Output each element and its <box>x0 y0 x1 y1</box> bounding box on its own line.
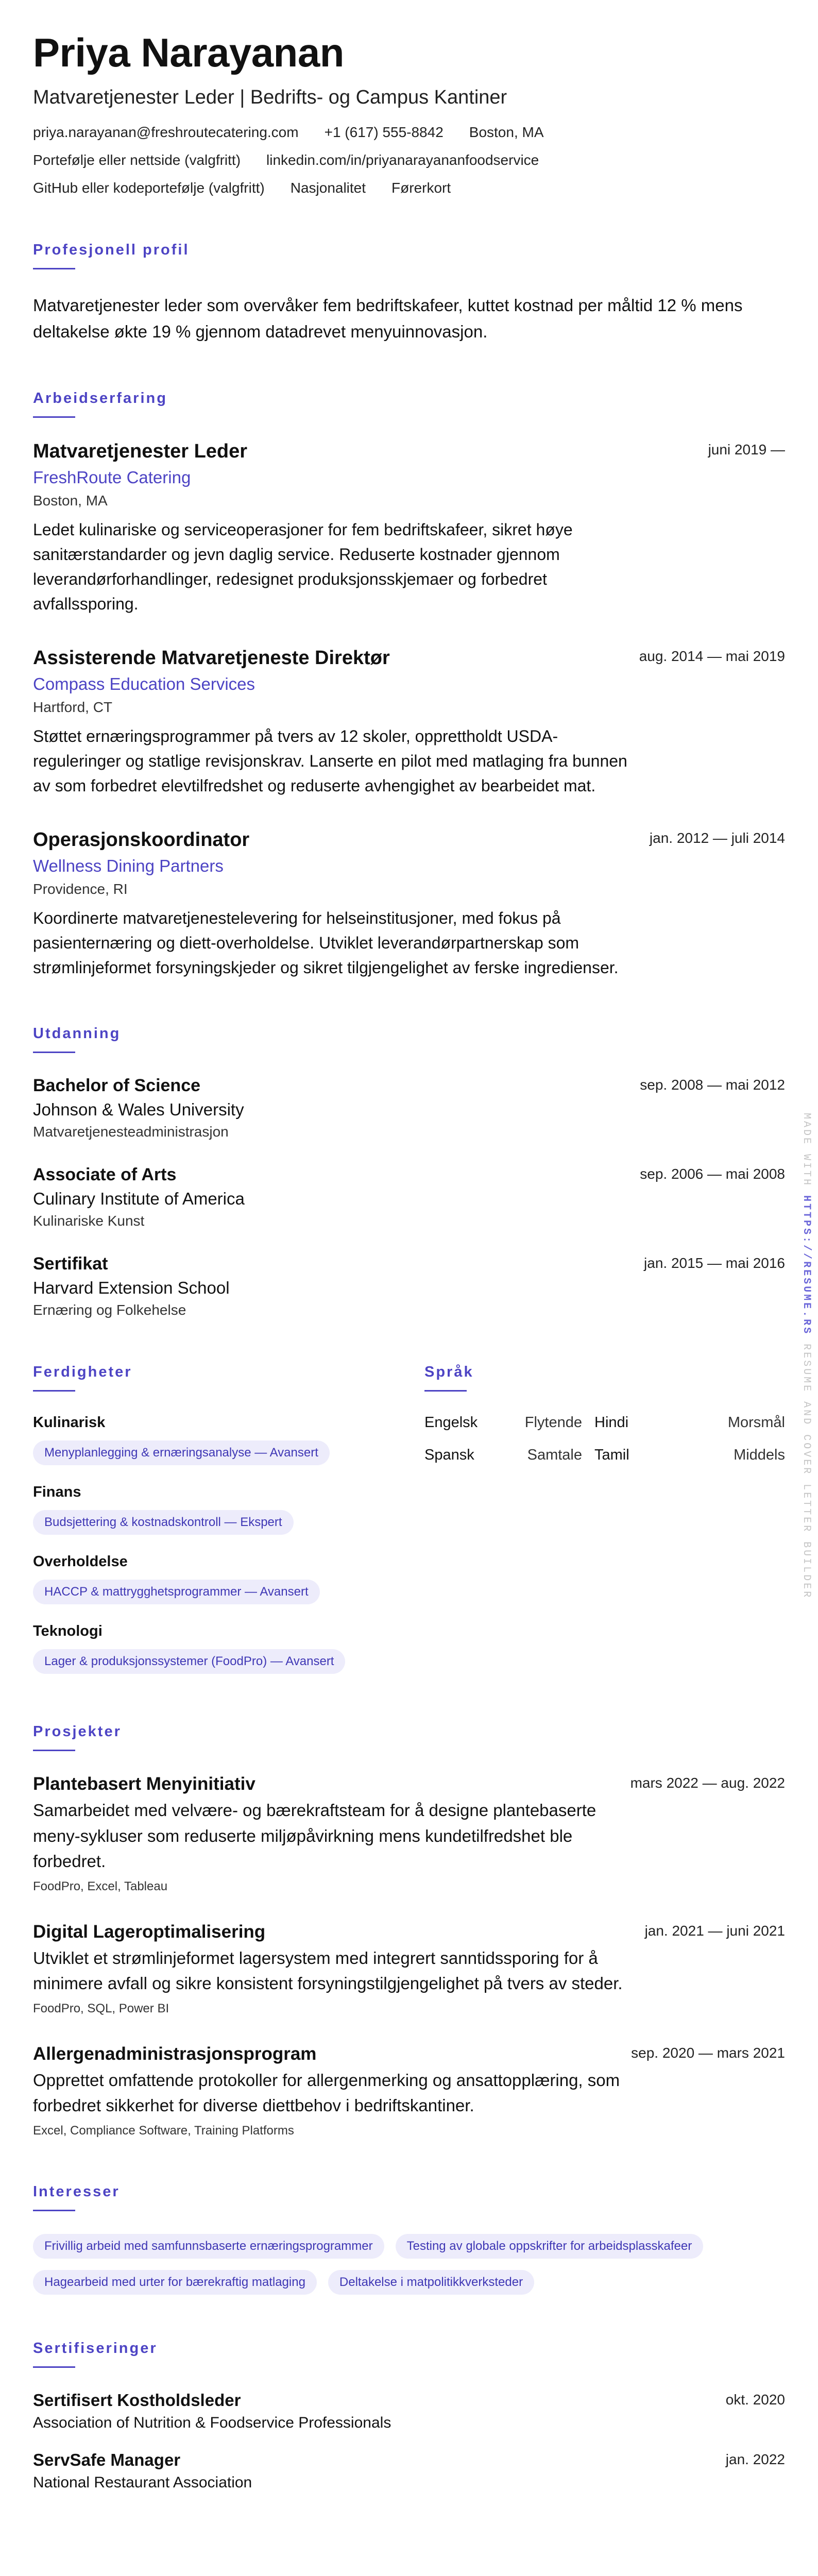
headline: Matvaretjenester Leder | Bedrifts- og Campus Kantiner <box>33 86 507 108</box>
section-divider <box>33 1052 75 1053</box>
contact-info <box>33 124 703 196</box>
language-name: Tamil <box>594 1447 629 1464</box>
project-dates: jan. 2021 — juni 2021 <box>644 1922 785 1939</box>
section-title-interests: Interesser <box>33 2183 120 2200</box>
project-description: Samarbeidet med velvære- og bærekraftsteam for å designe plantebaserte meny-sykluser som reduserte miljøpåvirkning mens kundetilfredshet ble forbedret. <box>33 1801 597 1871</box>
project-dates: sep. 2020 — mars 2021 <box>631 2044 785 2061</box>
experience-dates: juni 2019 — <box>708 442 785 458</box>
certification-date: jan. 2022 <box>725 2451 785 2467</box>
skill-chip: Budsjettering & kostnadskontroll — Ekspert <box>33 1510 294 1535</box>
interest-chip: Frivillig arbeid med samfunnsbaserte ernæringsprogrammer <box>33 2234 384 2259</box>
skill-chip: Lager & produksjonssystemer (FoodPro) — Avansert <box>33 1649 345 1674</box>
language-name: Spansk <box>424 1447 474 1464</box>
company-name: Compass Education Services <box>33 674 255 694</box>
contact-nationality: Nasjonalitet <box>290 179 366 196</box>
certifications-section <box>33 2340 785 2492</box>
interest-chip: Deltakelse i matpolitikkverksteder <box>328 2270 534 2295</box>
skill-chip: HACCP & mattrygghetsprogrammer — Avansert <box>33 1580 320 1604</box>
skill-group <box>33 1484 424 1535</box>
profile-summary: Matvaretjenester leder som overvåker fem bedriftskafeer, kuttet kostnad per måltid 12 % mens deltakelse økte 19 % gjennom datadrevet menyuinnovasjon. <box>33 295 743 341</box>
field-of-study: Ernæring og Folkehelse <box>33 1302 186 1318</box>
interest-chip: Hagearbeid med urter for bærekraftig matlaging <box>33 2270 317 2295</box>
education-dates: sep. 2006 — mai 2008 <box>640 1166 785 1182</box>
section-title-profile: Profesjonell profil <box>33 241 190 258</box>
certification-date: okt. 2020 <box>725 2391 785 2408</box>
experience-dates: aug. 2014 — mai 2019 <box>639 648 785 665</box>
contact-phone[interactable]: +1 (617) 555-8842 <box>324 124 444 140</box>
job-location: Hartford, CT <box>33 699 113 716</box>
profile-section <box>33 242 785 345</box>
school: Harvard Extension School <box>33 1278 230 1298</box>
experience-section <box>33 390 785 980</box>
section-divider <box>33 1390 75 1392</box>
company-name: Wellness Dining Partners <box>33 856 224 876</box>
languages-section <box>424 1364 785 1692</box>
language-name: Hindi <box>594 1414 629 1431</box>
section-divider <box>424 1390 467 1392</box>
experience-entry <box>33 440 785 616</box>
job-description: Støttet ernæringsprogrammer på tvers av 12 skoler, opprettholdt USDA-reguleringer og statlige revisjonskrav. Lanserte en pilot med matlaging fra bunnen av som forbedret elevtilfredshet og reduserte avhengighet av bearbeidet mat. <box>33 727 627 795</box>
language-name: Engelsk <box>424 1414 478 1431</box>
experience-entry <box>33 829 785 980</box>
skills-languages-row <box>33 1364 785 1692</box>
experience-entry <box>33 647 785 798</box>
project-dates: mars 2022 — aug. 2022 <box>630 1775 785 1791</box>
education-entry <box>33 1076 785 1140</box>
section-title-projects: Prosjekter <box>33 1723 122 1740</box>
skill-group <box>33 1623 424 1674</box>
project-title: Digital Lageroptimalisering <box>33 1921 266 1942</box>
skill-chip: Menyplanlegging & ernæringsanalyse — Avansert <box>33 1440 330 1465</box>
section-divider <box>33 1750 75 1751</box>
language-item <box>424 1414 594 1431</box>
education-dates: sep. 2008 — mai 2012 <box>640 1077 785 1093</box>
skill-category: Finans <box>33 1484 81 1501</box>
project-tools: Excel, Compliance Software, Training Platforms <box>33 2123 294 2138</box>
certification-entry <box>33 2450 785 2492</box>
project-tools: FoodPro, Excel, Tableau <box>33 1879 168 1893</box>
contact-license: Førerkort <box>391 179 451 196</box>
certification-issuer: National Restaurant Association <box>33 2473 252 2491</box>
school: Johnson & Wales University <box>33 1100 244 1120</box>
skills-section <box>33 1364 424 1692</box>
skill-group <box>33 1414 424 1465</box>
language-level: Middels <box>734 1447 785 1464</box>
education-section <box>33 1025 785 1318</box>
section-divider <box>33 2210 75 2211</box>
field-of-study: Kulinariske Kunst <box>33 1213 145 1229</box>
projects-section <box>33 1723 785 2138</box>
section-title-skills: Ferdigheter <box>33 1364 132 1381</box>
certification-issuer: Association of Nutrition & Foodservice Professionals <box>33 2414 391 2431</box>
candidate-name: Priya Narayanan <box>33 30 344 75</box>
section-divider <box>33 268 75 269</box>
degree: Bachelor of Science <box>33 1076 201 1096</box>
skill-category: Teknologi <box>33 1623 103 1640</box>
company-name: FreshRoute Catering <box>33 468 191 487</box>
contact-email[interactable]: priya.narayanan@freshroutecatering.com <box>33 124 299 140</box>
certification-name: Sertifisert Kostholdsleder <box>33 2390 241 2410</box>
section-title-certifications: Sertifiseringer <box>33 2340 158 2357</box>
skill-group <box>33 1553 424 1604</box>
watermark <box>800 1113 812 1599</box>
degree: Associate of Arts <box>33 1165 177 1185</box>
watermark-link[interactable]: HTTPS://RESUME.RS <box>800 1195 812 1336</box>
language-item <box>594 1414 785 1431</box>
education-entry <box>33 1254 785 1318</box>
language-item <box>424 1447 594 1464</box>
education-dates: jan. 2015 — mai 2016 <box>644 1255 785 1272</box>
section-title-experience: Arbeidserfaring <box>33 390 167 407</box>
field-of-study: Matvaretjenesteadministrasjon <box>33 1124 229 1140</box>
language-level: Flytende <box>524 1414 582 1431</box>
section-divider <box>33 416 75 418</box>
job-description: Ledet kulinariske og serviceoperasjoner for fem bedriftskafeer, sikret høye sanitærstandarder og jevn daglig service. Reduserte kostnader gjennom leverandørforhandlinger, redesignet produksjonsskjemaer og forbedret avfallssporing. <box>33 520 573 614</box>
interest-chip: Testing av globale oppskrifter for arbeidsplasskafeer <box>396 2234 704 2259</box>
job-title: Assisterende Matvaretjeneste Direktør <box>33 647 390 669</box>
watermark-suffix: RESUME AND COVER LETTER BUILDER <box>800 1344 812 1600</box>
language-level: Morsmål <box>727 1414 785 1431</box>
contact-linkedin[interactable]: linkedin.com/in/priyanarayananfoodservice <box>266 151 539 168</box>
project-description: Opprettet omfattende protokoller for allergenmerking og ansattopplæring, som forbedret sikkerhet for diverse diettbehov i bedriftskantiner. <box>33 2070 620 2115</box>
job-title: Operasjonskoordinator <box>33 829 250 851</box>
section-title-education: Utdanning <box>33 1025 121 1042</box>
skill-category: Kulinarisk <box>33 1414 106 1431</box>
job-description: Koordinerte matvaretjenestelevering for helseinstitusjoner, med fokus på pasienternæring og diett-overholdelse. Utviklet leverandørpartnerskap som strømlinjeformet forsyningskjeder og sikret tilgjengelighet av ferske ingredienser. <box>33 909 619 977</box>
job-location: Providence, RI <box>33 881 128 897</box>
project-entry <box>33 1774 785 1894</box>
contact-portfolio[interactable]: Portefølje eller nettside (valgfritt) <box>33 151 241 168</box>
section-title-languages: Språk <box>424 1364 474 1381</box>
project-entry <box>33 2044 785 2138</box>
project-entry <box>33 1922 785 2016</box>
contact-github[interactable]: GitHub eller kodeportefølje (valgfritt) <box>33 179 265 196</box>
skill-category: Overholdelse <box>33 1553 128 1570</box>
watermark-prefix: MADE WITH <box>800 1113 812 1188</box>
project-title: Plantebasert Menyinitiativ <box>33 1774 255 1794</box>
job-location: Boston, MA <box>33 493 108 509</box>
degree: Sertifikat <box>33 1254 108 1274</box>
project-title: Allergenadministrasjonsprogram <box>33 2043 317 2064</box>
certification-entry <box>33 2391 785 2432</box>
language-level: Samtale <box>527 1447 582 1464</box>
job-title: Matvaretjenester Leder <box>33 440 248 463</box>
project-description: Utviklet et strømlinjeformet lagersystem med integrert sanntidssporing for å minimere avfall og sikre konsistent forsyningstilgjengelighet på tvers av steder. <box>33 1948 623 1993</box>
certification-name: ServSafe Manager <box>33 2450 181 2469</box>
school: Culinary Institute of America <box>33 1189 245 1209</box>
experience-dates: jan. 2012 — juli 2014 <box>649 830 785 846</box>
language-item <box>594 1447 785 1464</box>
education-entry <box>33 1165 785 1229</box>
contact-location: Boston, MA <box>469 124 544 140</box>
project-tools: FoodPro, SQL, Power BI <box>33 2001 169 2015</box>
section-divider <box>33 2366 75 2368</box>
interests-section <box>33 2183 785 2295</box>
